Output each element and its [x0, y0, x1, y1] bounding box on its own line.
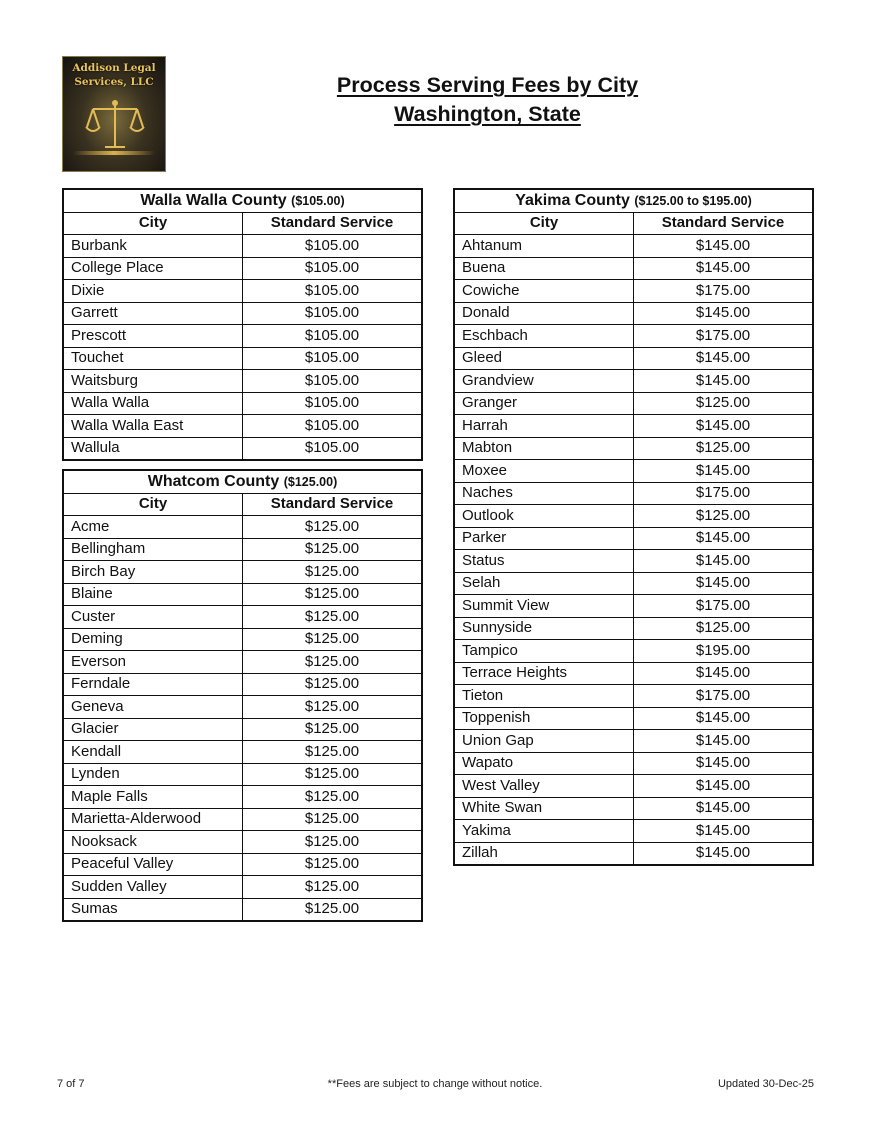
table-row — [454, 482, 813, 505]
table-row — [63, 898, 422, 921]
city-cell: Wapato — [454, 752, 634, 775]
walla-walla-county-table — [62, 188, 423, 461]
table-row — [454, 640, 813, 663]
table-row — [63, 561, 422, 584]
table-row — [454, 730, 813, 753]
table-row — [63, 718, 422, 741]
standard-service-fee-cell: $145.00 — [634, 370, 814, 393]
city-cell: Granger — [454, 392, 634, 415]
city-cell: Deming — [63, 628, 243, 651]
table-row — [63, 257, 422, 280]
standard-service-fee-cell: $105.00 — [243, 415, 423, 438]
table-row — [454, 595, 813, 618]
city-cell: Summit View — [454, 595, 634, 618]
table-row — [454, 370, 813, 393]
city-cell: Buena — [454, 257, 634, 280]
city-cell: College Place — [63, 257, 243, 280]
county-fee-range: ($105.00) — [291, 193, 345, 208]
standard-service-fee-cell: $105.00 — [243, 370, 423, 393]
standard-service-fee-cell: $105.00 — [243, 347, 423, 370]
table-row — [454, 325, 813, 348]
standard-service-fee-cell: $175.00 — [634, 325, 814, 348]
table-row — [63, 583, 422, 606]
table-row — [454, 550, 813, 573]
city-cell: Toppenish — [454, 707, 634, 730]
table-row — [63, 696, 422, 719]
table-caption-row — [63, 189, 422, 212]
table-row — [454, 797, 813, 820]
county-caption — [63, 189, 422, 212]
standard-service-fee-cell: $145.00 — [634, 415, 814, 438]
city-cell: Geneva — [63, 696, 243, 719]
standard-service-fee-cell: $145.00 — [634, 797, 814, 820]
county-caption — [63, 470, 422, 493]
standard-service-fee-cell: $145.00 — [634, 460, 814, 483]
city-cell: Bellingham — [63, 538, 243, 561]
standard-service-fee-cell: $145.00 — [634, 752, 814, 775]
table-caption-row — [63, 470, 422, 493]
standard-service-fee-cell: $195.00 — [634, 640, 814, 663]
city-column-header: City — [454, 212, 634, 235]
table-row — [454, 437, 813, 460]
standard-service-fee-cell: $175.00 — [634, 280, 814, 303]
city-cell: Glacier — [63, 718, 243, 741]
standard-service-fee-cell: $125.00 — [243, 831, 423, 854]
city-cell: Nooksack — [63, 831, 243, 854]
page-subtitle: Washington, State — [394, 102, 581, 126]
scales-of-justice-icon — [83, 99, 147, 155]
standard-service-fee-cell: $145.00 — [634, 550, 814, 573]
standard-service-fee-cell: $105.00 — [243, 257, 423, 280]
table-row — [454, 347, 813, 370]
standard-service-fee-cell: $145.00 — [634, 662, 814, 685]
table-row — [454, 572, 813, 595]
city-cell: White Swan — [454, 797, 634, 820]
standard-service-fee-cell: $125.00 — [243, 898, 423, 921]
standard-service-fee-cell: $125.00 — [243, 853, 423, 876]
standard-service-fee-cell: $145.00 — [634, 347, 814, 370]
table-header-row — [454, 212, 813, 235]
standard-service-fee-cell: $145.00 — [634, 302, 814, 325]
city-cell: Naches — [454, 482, 634, 505]
county-fee-range: ($125.00 to $195.00) — [634, 193, 752, 208]
city-cell: Harrah — [454, 415, 634, 438]
standard-service-fee-cell: $105.00 — [243, 437, 423, 460]
standard-service-fee-cell: $145.00 — [634, 257, 814, 280]
standard-service-fee-cell: $105.00 — [243, 302, 423, 325]
city-cell: Union Gap — [454, 730, 634, 753]
table-row — [63, 853, 422, 876]
standard-service-fee-cell: $125.00 — [243, 606, 423, 629]
table-row — [63, 628, 422, 651]
city-cell: Status — [454, 550, 634, 573]
table-row — [63, 437, 422, 460]
standard-service-fee-cell: $125.00 — [243, 786, 423, 809]
standard-service-fee-cell: $145.00 — [634, 842, 814, 865]
logo-swoosh — [73, 151, 155, 155]
city-cell: Touchet — [63, 347, 243, 370]
city-cell: Selah — [454, 572, 634, 595]
standard-service-fee-cell: $125.00 — [634, 505, 814, 528]
standard-service-fee-cell: $125.00 — [243, 718, 423, 741]
city-cell: Walla Walla — [63, 392, 243, 415]
city-cell: Waitsburg — [63, 370, 243, 393]
city-cell: Tieton — [454, 685, 634, 708]
table-row — [63, 392, 422, 415]
city-cell: Lynden — [63, 763, 243, 786]
city-cell: Outlook — [454, 505, 634, 528]
city-cell: Cowiche — [454, 280, 634, 303]
table-row — [63, 538, 422, 561]
standard-service-fee-cell: $145.00 — [634, 730, 814, 753]
city-cell: Sudden Valley — [63, 876, 243, 899]
standard-service-fee-cell: $145.00 — [634, 235, 814, 258]
standard-service-fee-cell: $125.00 — [243, 741, 423, 764]
city-cell: Acme — [63, 516, 243, 539]
city-cell: Ahtanum — [454, 235, 634, 258]
city-cell: Ferndale — [63, 673, 243, 696]
standard-service-fee-cell: $125.00 — [243, 651, 423, 674]
table-header-row — [63, 212, 422, 235]
standard-service-fee-cell: $125.00 — [243, 808, 423, 831]
city-column-header: City — [63, 493, 243, 516]
standard-service-fee-cell: $125.00 — [634, 437, 814, 460]
table-row — [63, 673, 422, 696]
table-row — [454, 235, 813, 258]
table-row — [63, 876, 422, 899]
table-row — [454, 302, 813, 325]
table-row — [454, 505, 813, 528]
yakima-county-table — [453, 188, 814, 866]
whatcom-county-table — [62, 469, 423, 922]
fee-notice: **Fees are subject to change without notice. — [327, 1078, 543, 1090]
table-row — [63, 415, 422, 438]
standard-service-fee-cell: $125.00 — [243, 696, 423, 719]
table-row — [454, 752, 813, 775]
table-row — [454, 527, 813, 550]
table-row — [63, 831, 422, 854]
standard-service-fee-cell: $145.00 — [634, 820, 814, 843]
table-row — [454, 415, 813, 438]
city-cell: Marietta-Alderwood — [63, 808, 243, 831]
table-row — [454, 257, 813, 280]
city-cell: Mabton — [454, 437, 634, 460]
table-row — [63, 741, 422, 764]
standard-service-fee-cell: $145.00 — [634, 707, 814, 730]
county-name: Walla Walla County — [140, 191, 287, 209]
city-cell: Birch Bay — [63, 561, 243, 584]
table-row — [63, 325, 422, 348]
city-cell: Parker — [454, 527, 634, 550]
county-caption — [454, 189, 813, 212]
table-header-row — [63, 493, 422, 516]
table-row — [63, 280, 422, 303]
city-cell: Peaceful Valley — [63, 853, 243, 876]
standard-service-fee-cell: $145.00 — [634, 527, 814, 550]
county-name: Yakima County — [515, 191, 630, 209]
standard-service-fee-cell: $125.00 — [243, 561, 423, 584]
table-row — [454, 775, 813, 798]
table-caption-row — [454, 189, 813, 212]
table-row — [63, 786, 422, 809]
city-cell: Grandview — [454, 370, 634, 393]
city-cell: Maple Falls — [63, 786, 243, 809]
standard-service-fee-cell: $105.00 — [243, 235, 423, 258]
standard-service-column-header: Standard Service — [634, 212, 814, 235]
city-cell: Yakima — [454, 820, 634, 843]
company-logo — [62, 56, 166, 172]
table-row — [454, 842, 813, 865]
logo-line-1: Addison Legal — [72, 62, 156, 74]
city-cell: Everson — [63, 651, 243, 674]
city-cell: Wallula — [63, 437, 243, 460]
city-cell: Donald — [454, 302, 634, 325]
standard-service-column-header: Standard Service — [243, 493, 423, 516]
standard-service-fee-cell: $175.00 — [634, 685, 814, 708]
standard-service-fee-cell: $125.00 — [243, 628, 423, 651]
table-row — [63, 606, 422, 629]
table-row — [454, 820, 813, 843]
table-row — [63, 763, 422, 786]
table-row — [454, 392, 813, 415]
standard-service-fee-cell: $125.00 — [243, 516, 423, 539]
standard-service-fee-cell: $125.00 — [634, 392, 814, 415]
standard-service-fee-cell: $125.00 — [243, 876, 423, 899]
logo-line-2: Services, LLC — [74, 76, 154, 88]
table-row — [63, 808, 422, 831]
standard-service-fee-cell: $125.00 — [243, 583, 423, 606]
table-row — [454, 280, 813, 303]
logo-text — [63, 61, 165, 89]
table-row — [454, 662, 813, 685]
standard-service-fee-cell: $125.00 — [243, 673, 423, 696]
city-cell: Sumas — [63, 898, 243, 921]
table-row — [63, 370, 422, 393]
standard-service-fee-cell: $105.00 — [243, 392, 423, 415]
county-fee-range: ($125.00) — [283, 474, 338, 489]
city-cell: Custer — [63, 606, 243, 629]
table-row — [63, 302, 422, 325]
standard-service-fee-cell: $145.00 — [634, 572, 814, 595]
city-cell: Prescott — [63, 325, 243, 348]
standard-service-fee-cell: $175.00 — [634, 482, 814, 505]
table-row — [454, 460, 813, 483]
city-cell: Terrace Heights — [454, 662, 634, 685]
city-cell: Tampico — [454, 640, 634, 663]
city-cell: Zillah — [454, 842, 634, 865]
city-cell: Dixie — [63, 280, 243, 303]
city-cell: Sunnyside — [454, 617, 634, 640]
city-cell: Moxee — [454, 460, 634, 483]
city-column-header: City — [63, 212, 243, 235]
table-row — [63, 651, 422, 674]
city-cell: Garrett — [63, 302, 243, 325]
city-cell: Blaine — [63, 583, 243, 606]
page-number: 7 of 7 — [57, 1078, 85, 1090]
table-row — [454, 685, 813, 708]
city-cell: Eschbach — [454, 325, 634, 348]
standard-service-fee-cell: $125.00 — [243, 538, 423, 561]
city-cell: Burbank — [63, 235, 243, 258]
table-row — [454, 707, 813, 730]
updated-date: Updated 30-Dec-25 — [717, 1078, 814, 1090]
standard-service-fee-cell: $105.00 — [243, 325, 423, 348]
standard-service-fee-cell: $175.00 — [634, 595, 814, 618]
page-title: Process Serving Fees by City — [336, 73, 639, 97]
city-cell: Gleed — [454, 347, 634, 370]
standard-service-fee-cell: $125.00 — [634, 617, 814, 640]
standard-service-fee-cell: $105.00 — [243, 280, 423, 303]
city-cell: Walla Walla East — [63, 415, 243, 438]
standard-service-fee-cell: $145.00 — [634, 775, 814, 798]
city-cell: West Valley — [454, 775, 634, 798]
table-row — [454, 617, 813, 640]
table-row — [63, 516, 422, 539]
standard-service-column-header: Standard Service — [243, 212, 423, 235]
standard-service-fee-cell: $125.00 — [243, 763, 423, 786]
city-cell: Kendall — [63, 741, 243, 764]
table-row — [63, 235, 422, 258]
county-name: Whatcom County — [147, 472, 280, 490]
table-row — [63, 347, 422, 370]
